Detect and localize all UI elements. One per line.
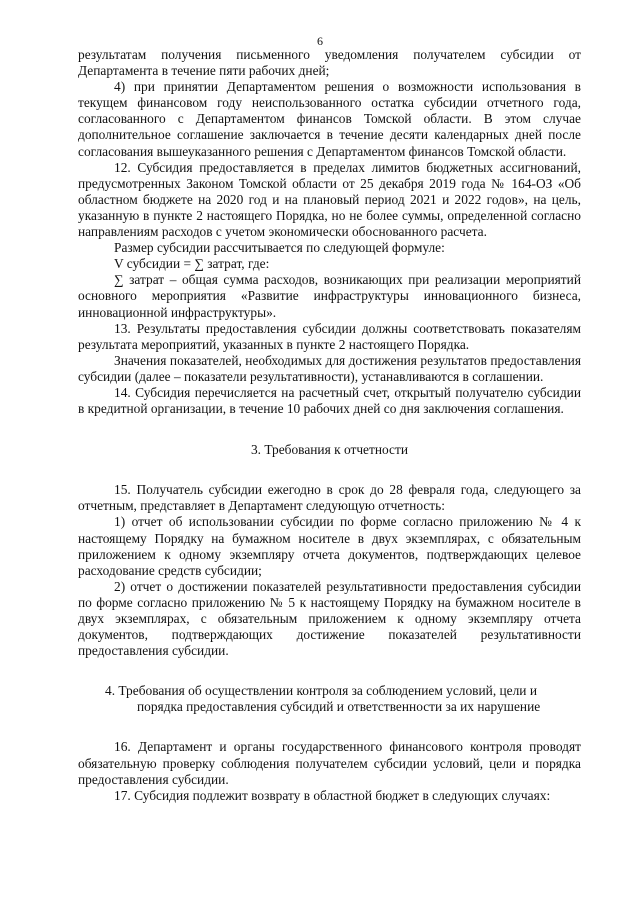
paragraph-report-1: 1) отчет об использовании субсидии по форме согласно приложению № 4 к настоящему Порядку на бумажном носителе в двух экземплярах, с обязательным приложением к одному экземпляру отчета документов, подтверждающих целевое расходование средств субсидии; — [78, 514, 581, 578]
paragraph-report-2: 2) отчет о достижении показателей результативности предоставления субсидии по форме согласно приложению № 5 к настоящему Порядку на бумажном носителе в двух экземплярах, с обязательным приложением к одному экземпляру отчета документов, подтверждающих достижение показателей результативности предоставления субсидии. — [78, 578, 581, 659]
paragraph-indicators: Значения показателей, необходимых для достижения результатов предоставления субсидии (далее – показатели результативности), устанавливаются в соглашении. — [78, 352, 581, 384]
paragraph-formula: V субсидии = ∑ затрат, где: — [114, 256, 270, 272]
paragraph-formula-intro: Размер субсидии рассчитывается по следующей формуле: — [114, 240, 445, 256]
paragraph-item-4: 4) при принятии Департаментом решения о возможности использования в текущем финансовом году неиспользованного остатка субсидии отчетного года, согласованного с Департаментом финансов Томской области. В этом случае дополнительное соглашение заключается в течение десяти календарных дней после согласования вышеуказанного решения с Департаментом финансов Томской области. — [78, 79, 581, 159]
paragraph-17: 17. Субсидия подлежит возврату в областной бюджет в следующих случаях: — [114, 787, 551, 803]
paragraph-12: 12. Субсидия предоставляется в пределах лимитов бюджетных ассигнований, предусмотренных Законом Томской области от 25 декабря 2019 года № 164-ОЗ «Об областном бюджете на 2020 год и на плановый период 2021 и 2022 годов», на цель, указанную в пункте 2 настоящего Порядка, но не более суммы, определенной согласно направлениям расходов с учетом экономически обоснованного расчета. — [78, 159, 581, 240]
section-heading-4 — [78, 683, 581, 715]
paragraph-16: 16. Департамент и органы государственного финансового контроля проводят обязательную проверку соблюдения получателем субсидии условий, цели и порядка предоставления субсидии. — [78, 739, 581, 787]
section-heading-4-line-2: порядка предоставления субсидий и ответственности за их нарушение — [137, 699, 541, 715]
document-body — [78, 47, 581, 804]
section-heading-4-line-1: 4. Требования об осуществлении контроля за соблюдением условий, цели и — [105, 683, 537, 699]
paragraph-formula-legend: ∑ затрат – общая сумма расходов, возникающих при реализации мероприятий основного мероприятия «Развитие инфраструктуры инновационного бизнеса, инновационной инфраструктуры». — [78, 272, 581, 320]
paragraph-13: 13. Результаты предоставления субсидии должны соответствовать показателям результата мероприятий, указанных в пункте 2 настоящего Порядка. — [78, 320, 581, 352]
page-number: 6 — [317, 34, 323, 48]
paragraph-14: 14. Субсидия перечисляется на расчетный счет, открытый получателю субсидии в кредитной организации, в течение 10 рабочих дней со дня заключения соглашения. — [78, 384, 581, 417]
paragraph-15: 15. Получатель субсидии ежегодно в срок до 28 февраля года, следующего за отчетным, представляет в Департамент следующую отчетность: — [78, 482, 581, 514]
section-heading-3: 3. Требования к отчетности — [250, 442, 409, 458]
paragraph-continuation: результатам получения письменного уведомления получателем субсидии от Департамента в течение пяти рабочих дней; — [78, 47, 581, 79]
